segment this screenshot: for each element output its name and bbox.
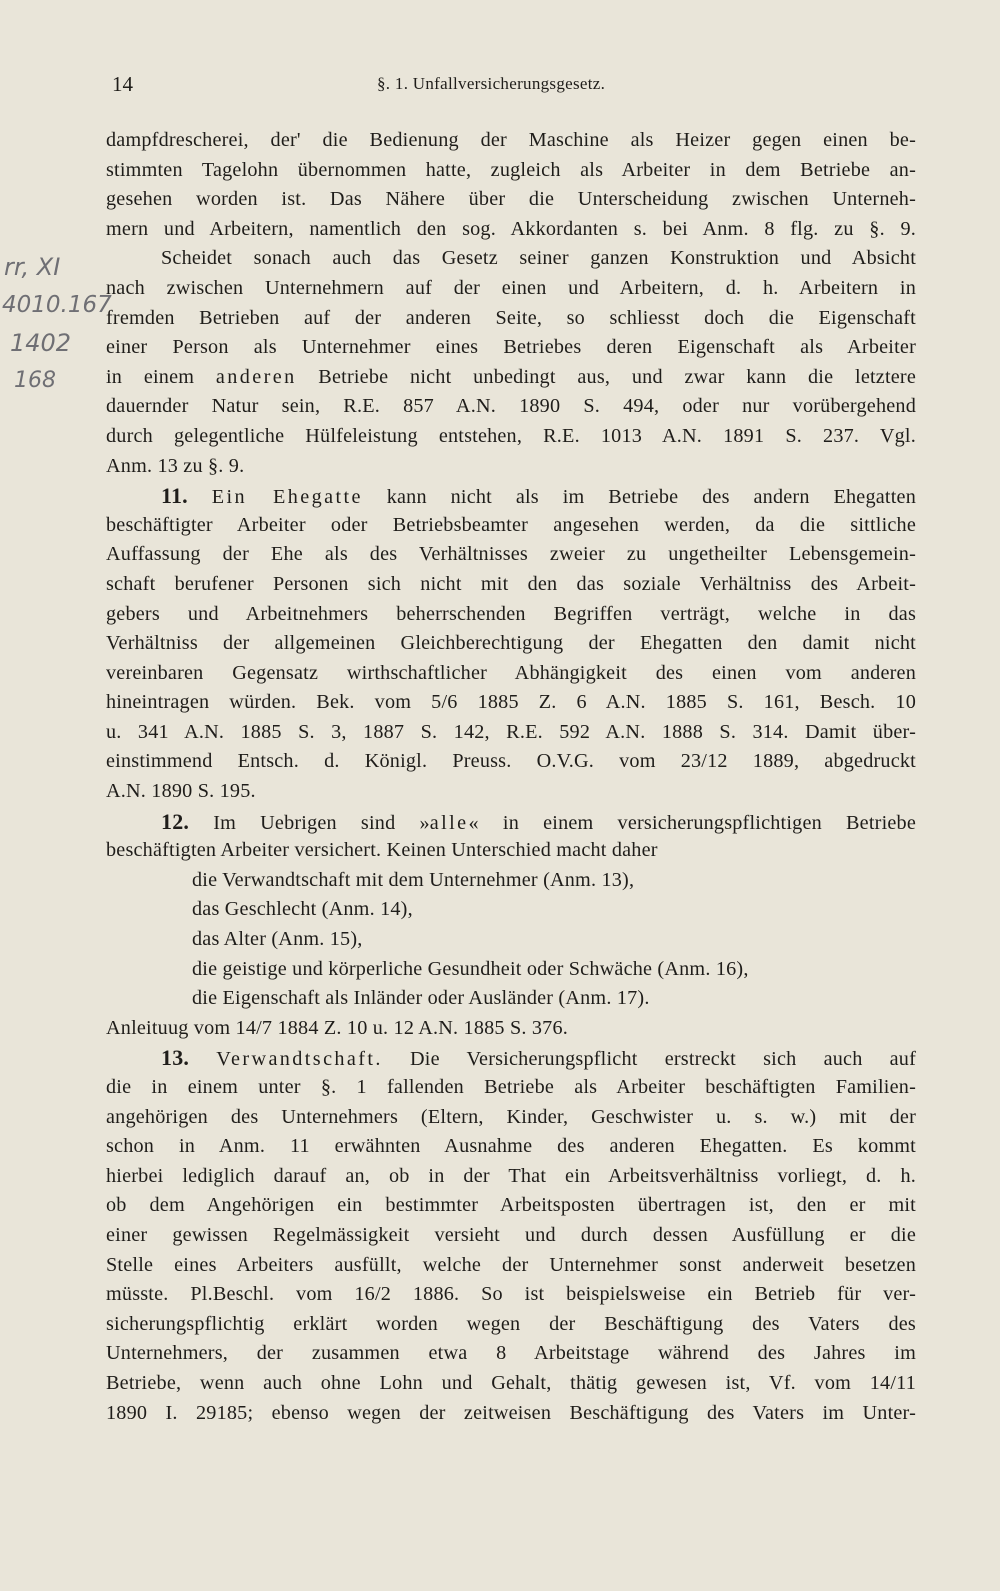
- text-line: Betriebe, wenn auch ohne Lohn und Gehalt, thätig gewesen ist, Vf. vom 14/11: [106, 1371, 916, 1394]
- text-line: beschäftigter Arbeiter oder Betriebsbeamter angesehen werden, da die sittliche: [106, 513, 916, 536]
- page-number: 14: [112, 72, 133, 96]
- list-item: die Eigenschaft als Inländer oder Ausländer (Anm. 17).: [192, 987, 650, 1010]
- text-line: durch gelegentliche Hülfeleistung entstehen, R.E. 1013 A.N. 1891 S. 237. Vgl.: [106, 424, 916, 447]
- text-line: fremden Betrieben auf der anderen Seite, so schliesst doch die Eigenschaft: [106, 306, 916, 329]
- paragraph-11-first-line: [106, 481, 916, 511]
- note-number: 12.: [161, 808, 190, 834]
- text-line: gebers und Arbeitnehmers beherrschenden Begriffen verträgt, welche in das: [106, 602, 916, 625]
- list-item: die geistige und körperliche Gesundheit oder Schwäche (Anm. 16),: [192, 957, 749, 980]
- text-line: Anm. 13 zu §. 9.: [106, 454, 245, 477]
- text-fragment: Betriebe nicht unbedingt aus, und zwar kann die letztere: [296, 365, 916, 388]
- running-header: [112, 72, 912, 98]
- text-line: mern und Arbeitern, namentlich den sog. Akkordanten s. bei Anm. 8 flg. zu §. 9.: [106, 217, 916, 240]
- text-line: die in einem unter §. 1 fallenden Betriebe als Arbeiter beschäftigten Familien-: [106, 1076, 916, 1098]
- text-line: angehörigen des Unternehmers (Eltern, Kinder, Geschwister u. s. w.) mit der: [106, 1105, 916, 1128]
- paragraph-13-first-line: [106, 1043, 916, 1073]
- text-line: schaft berufener Personen sich nicht mit den das soziale Verhältniss des Arbeit-: [106, 572, 916, 595]
- margin-note-line: 168: [14, 368, 56, 393]
- margin-note-line: rr, XI: [4, 253, 61, 281]
- text-line: schon in Anm. 11 erwähnten Ausnahme des anderen Ehegatten. Es kommt: [106, 1135, 916, 1158]
- note-number: 11.: [161, 483, 188, 509]
- emphasized-word: Verwandtschaft.: [216, 1048, 383, 1071]
- text-line: u. 341 A.N. 1885 S. 3, 1887 S. 142, R.E. 592 A.N. 1888 S. 314. Damit über-: [106, 720, 916, 743]
- text-line: ob dem Angehörigen ein bestimmter Arbeitsposten übertragen ist, den er mit: [106, 1194, 916, 1217]
- text-fragment: in einem: [106, 365, 216, 388]
- handwritten-margin-note: [0, 248, 112, 413]
- text-line: gesehen worden ist. Das Nähere über die Unterscheidung zwischen Unterneh-: [106, 188, 916, 211]
- list-item: die Verwandtschaft mit dem Unternehmer (Anm. 13),: [192, 868, 635, 891]
- text-line: müsste. Pl.Beschl. vom 16/2 1886. So ist beispielsweise ein Betrieb für ver-: [106, 1283, 916, 1306]
- text-line: vereinbaren Gegensatz wirthschaftlicher Abhängigkeit des einen vom anderen: [106, 661, 916, 684]
- text-line: nach zwischen Unternehmern auf der einen und Arbeitern, d. h. Arbeitern in: [106, 276, 916, 299]
- paragraph-12-first-line: [106, 807, 916, 837]
- text-fragment: Die Versicherungspflicht erstreckt sich auch auf: [382, 1048, 916, 1071]
- text-line: [106, 363, 916, 393]
- text-line: A.N. 1890 S. 195.: [106, 780, 256, 803]
- margin-note-line: 4010.167: [2, 292, 112, 318]
- text-line: Verhältniss der allgemeinen Gleichberechtigung der Ehegatten den damit nicht: [106, 632, 916, 655]
- text-line: einer gewissen Regelmässigkeit versieht und durch dessen Ausfüllung er die: [106, 1223, 916, 1246]
- text-line: dauernder Natur sein, R.E. 857 A.N. 1890 S. 494, oder nur vorübergehend: [106, 395, 916, 418]
- text-fragment: « in einem versicherungspflichtigen Betriebe: [468, 811, 916, 834]
- text-line: stimmten Tagelohn übernommen hatte, zugleich als Arbeiter in dem Betriebe an-: [106, 158, 916, 181]
- text-line: hineintragen würden. Bek. vom 5/6 1885 Z. 6 A.N. 1885 S. 161, Besch. 10: [106, 691, 916, 714]
- text-line: einer Person als Unternehmer eines Betriebes deren Eigenschaft als Arbeiter: [106, 336, 916, 359]
- text-line: Scheidet sonach auch das Gesetz seiner ganzen Konstruktion und Absicht: [161, 247, 916, 270]
- text-line: beschäftigten Arbeiter versichert. Keinen Unterschied macht daher: [106, 839, 658, 862]
- text-fragment: kann nicht als im Betriebe des andern Ehegatten: [362, 486, 916, 509]
- list-item: das Geschlecht (Anm. 14),: [192, 898, 413, 921]
- list-item: das Alter (Anm. 15),: [192, 928, 363, 951]
- text-line: sicherungspflichtig erklärt worden wegen der Beschäftigung des Vaters des: [106, 1312, 916, 1335]
- text-line: dampfdrescherei, der' die Bedienung der Maschine als Heizer gegen einen be-: [106, 129, 916, 151]
- text-line: Anleituug vom 14/7 1884 Z. 10 u. 12 A.N. 1885 S. 376.: [106, 1016, 569, 1039]
- emphasized-word: alle: [429, 811, 469, 834]
- text-line: Auffassung der Ehe als des Verhältnisses zweier zu ungetheilter Lebensgemein-: [106, 543, 916, 566]
- text-fragment: [189, 1048, 216, 1070]
- text-line: einstimmend Entsch. d. Königl. Preuss. O.V.G. vom 23/12 1889, abgedruckt: [106, 750, 916, 773]
- running-title: §. 1. Unfallversicherungsgesetz.: [377, 74, 606, 93]
- text-fragment: [188, 486, 212, 508]
- body-text: [106, 126, 916, 1428]
- text-line: 1890 I. 29185; ebenso wegen der zeitweisen Beschäftigung des Vaters im Unter-: [106, 1401, 916, 1424]
- text-line: Stelle eines Arbeiters ausfüllt, welche der Unternehmer sonst anderweit besetzen: [106, 1253, 916, 1276]
- emphasized-word: Ein Ehegatte: [211, 486, 363, 509]
- margin-note-line: 1402: [10, 329, 72, 357]
- text-fragment: Im Uebrigen sind »: [189, 811, 430, 834]
- text-line: hierbei lediglich darauf an, ob in der That ein Arbeitsverhältniss vorliegt, d. h.: [106, 1164, 916, 1187]
- note-number: 13.: [161, 1045, 190, 1071]
- text-line: Unternehmers, der zusammen etwa 8 Arbeitstage während des Jahres im: [106, 1342, 916, 1365]
- emphasized-word: anderen: [215, 365, 297, 388]
